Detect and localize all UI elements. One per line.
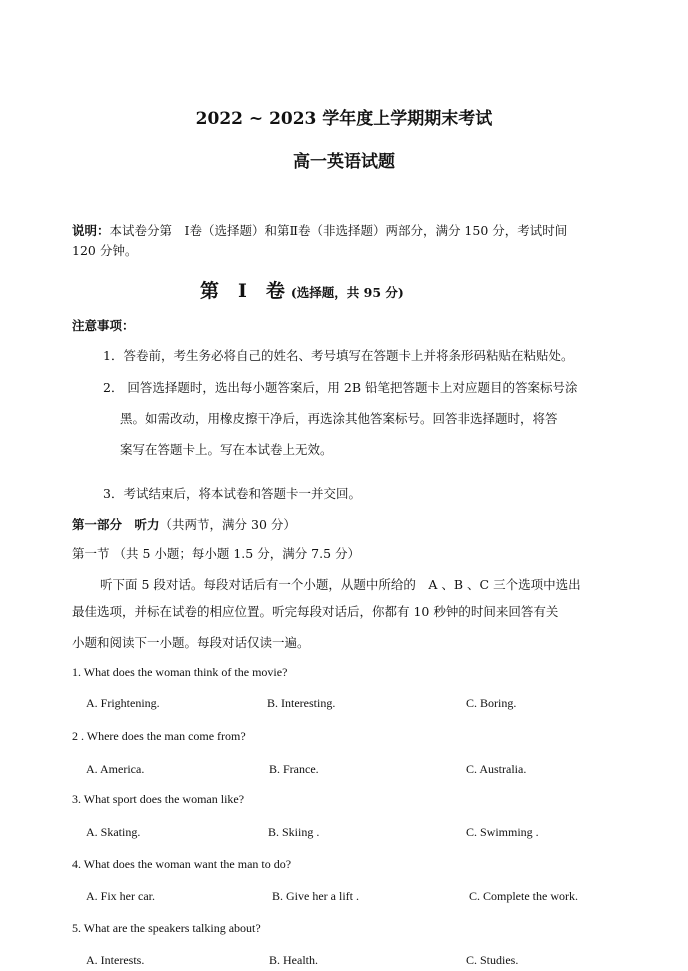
question-2-option-a: A. America.: [86, 762, 145, 776]
question-5-option-c: C. Studies.: [466, 953, 519, 967]
question-3-option-c: C. Swimming .: [466, 825, 539, 839]
part1-heading: [72, 515, 296, 533]
volume-note: (选择题，共 95 分): [290, 285, 404, 300]
description-line-2: 120 分钟。: [72, 243, 138, 258]
question-1: 1. What does the woman think of the movie?: [72, 665, 288, 679]
part1-title: 第一部分 听力: [72, 517, 160, 532]
question-2: 2 . Where does the man come from?: [72, 729, 246, 743]
notice-item-2-line-3: 案写在答题卡上。写在本试卷上无效。: [120, 442, 333, 457]
question-3-option-a: A. Skating.: [86, 825, 141, 839]
notice-item-1: 1．答卷前，考生务必将自己的姓名、考号填写在答题卡上并将条形码粘贴在粘贴处。: [103, 348, 574, 363]
question-2-option-c: C. Australia.: [466, 762, 527, 776]
description-text: 本试卷分第 Ⅰ卷（选择题）和第Ⅱ卷（非选择题）两部分，满分 150 分，考试时间: [109, 223, 568, 238]
exam-title: 2022 ~ 2023 学年度上学期期末考试: [195, 109, 493, 129]
question-5-option-b: B. Health.: [269, 953, 318, 967]
instructions-line-1: 听下面 5 段对话。每段对话后有一个小题，从题中所给的 A 、B 、C 三个选项中选出: [100, 577, 581, 592]
question-4: 4. What does the woman want the man to do?: [72, 857, 292, 871]
volume-heading: [200, 276, 404, 303]
description-line-1: [72, 221, 567, 239]
notice-item-2-line-1: 2． 回答选择题时，选出每小题答案后，用 2B 铅笔把答题卡上对应题目的答案标号涂: [103, 380, 578, 395]
notice-item-2-line-2: 黑。如需改动，用橡皮擦干净后，再选涂其他答案标号。回答非选择题时，将答: [120, 411, 558, 426]
part1-note: （共两节，满分 30 分）: [159, 517, 296, 532]
notice-heading: 注意事项：: [72, 318, 135, 333]
exam-subtitle: 高一英语试题: [293, 152, 395, 172]
instructions-line-3: 小题和阅读下一小题。每段对话仅读一遍。: [72, 635, 310, 650]
question-4-option-c: C. Complete the work.: [469, 889, 578, 903]
question-1-option-b: B. Interesting.: [267, 696, 336, 710]
question-5: 5. What are the speakers talking about?: [72, 921, 261, 935]
notice-item-3: 3．考试结束后，将本试卷和答题卡一并交回。: [103, 486, 361, 501]
question-4-option-b: B. Give her a lift .: [272, 889, 359, 903]
question-4-option-a: A. Fix her car.: [86, 889, 155, 903]
question-2-option-b: B. France.: [269, 762, 319, 776]
description-label: 说明：: [72, 223, 110, 238]
volume-title: 第 Ⅰ 卷: [200, 280, 285, 302]
question-5-option-a: A. Interests.: [86, 953, 145, 967]
question-3-option-b: B. Skiing .: [268, 825, 320, 839]
question-1-option-a: A. Frightening.: [86, 696, 160, 710]
question-3: 3. What sport does the woman like?: [72, 792, 245, 806]
instructions-line-2: 最佳选项，并标在试卷的相应位置。听完每段对话后，你都有 10 秒钟的时间来回答有关: [72, 604, 559, 619]
question-1-option-c: C. Boring.: [466, 696, 517, 710]
section1-heading: 第一节 （共 5 小题；每小题 1.5 分，满分 7.5 分）: [72, 546, 361, 561]
